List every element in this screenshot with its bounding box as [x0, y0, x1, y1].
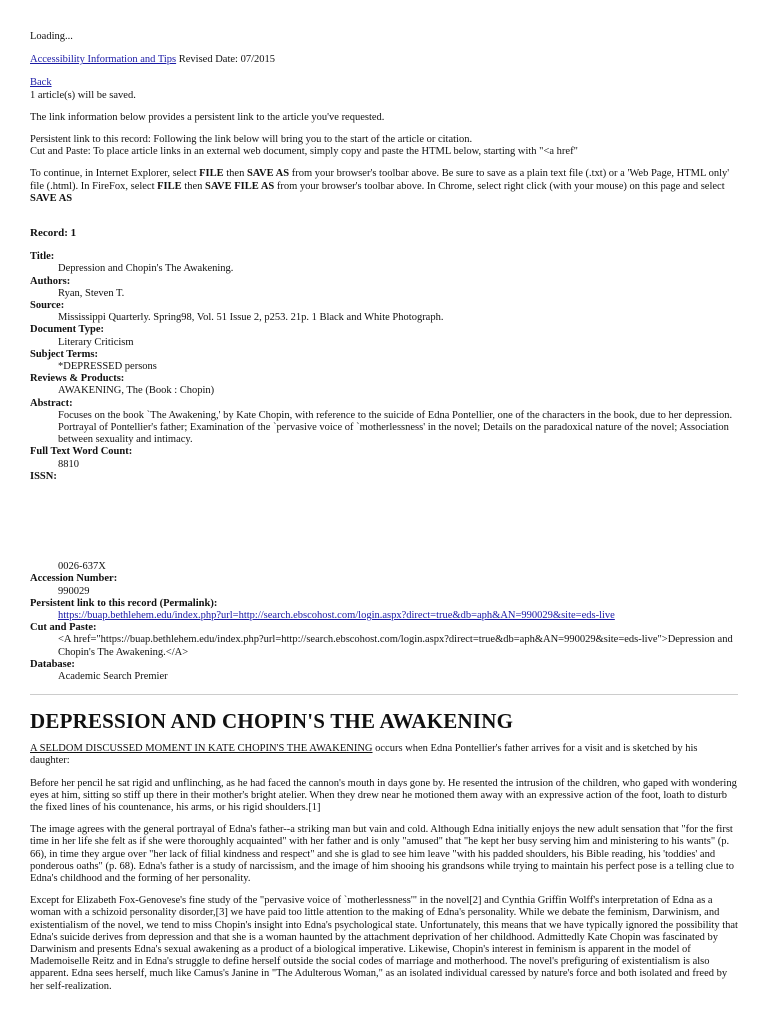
source-label: Source:	[30, 300, 65, 312]
article-paragraph-4: Except for Elizabeth Fox-Genovese's fine study of the "pervasive voice of `motherlessness'" in the novel[2] and Cynthia Griffin Wolff's interpretation of Edna as a woman with a schizoid personality disorder,[3] we have paid too little attention to the making of Edna's personality. While we debate the feminism, Darwinism, and existentialism of the novel, we tend to miss Chopin's insight into Edna's psychological state. Unfortunately, this means that we have typically ignored the possibility that Edna's suicide derives from depression and that she is a woman haunted by the attachment deprivation of her childhood. Admittedly Kate Chopin was fascinated by Darwinism and presents Edna's sexual awakening as a product of a biological imperative. Likewise, Chopin's interest in feminism is apparent in the model of Mademoiselle Reitz and in Edna's struggle to define herself outside the social codes of marriage and motherhood. The novel's prefiguring of existentialism is also apparent. Edna sees herself, much like Camus's Janine in "The Adulterous Woman," as an isolated individual caressed by nature's force and both isolated and freed by her self-realization.	[30, 895, 738, 992]
link-info: The link information below provides a persistent link to the article you've requested.	[30, 111, 385, 123]
instr-text: from your browser's toolbar above. In Chrome, select right click (with your mouse) on this page and select	[274, 180, 725, 192]
instr-save-as: SAVE AS	[30, 192, 73, 204]
save-instructions	[30, 168, 738, 205]
record-heading: Record: 1	[30, 227, 77, 240]
instr-file: FILE	[157, 180, 182, 192]
wordcount-value: 8810	[58, 458, 79, 470]
permalink-value-wrap	[30, 610, 738, 622]
instr-text: then	[181, 180, 205, 192]
abstract-value: Focuses on the book `The Awakening,' by Kate Chopin, with reference to the suicide of Edna Pontellier, one of the characters in the book, due to her depression. Portrayal of Pontellier's father; Examination of the `pervasive voice of `motherlessness' in the novel; Details on the paradoxical nature of the novel; Association between sexuality and intimacy.	[58, 409, 733, 446]
cut-paste-note: Cut and Paste: To place article links in an external web document, simply copy and paste the HTML below, starting with "<a href"	[30, 146, 578, 158]
accession-label: Accession Number:	[30, 573, 118, 585]
revised-date: Revised Date: 07/2015	[176, 54, 275, 66]
instr-file: FILE	[199, 168, 224, 180]
instr-save-as: SAVE AS	[246, 168, 290, 180]
p1-lead: A SELDOM DISCUSSED MOMENT IN KATE CHOPIN'S THE AWAKENING	[30, 743, 373, 755]
subject-label: Subject Terms:	[30, 348, 98, 360]
persistent-note: Persistent link to this record: Following the link below will bring you to the start of the article or citation.	[30, 134, 473, 146]
article-paragraph-3: The image agrees with the general portrayal of Edna's father--a striking man but vain and cold. Although Edna initially enjoys the new adult sensation that "for the first time in her life she felt as if she were thoroughly acquainted" with her father and is only "amused" that "he kept her busy serving him and ministering to his wants" (p. 66), in time they argue over "her lack of filial kindness and respect" and she is glad to see him leave "with his padded shoulders, his Bible reading, his 'toddies' and ponderous oaths" (p. 68). Edna's father is a study of narcissism, and the image of him shooing his grandsons while trying to maintain his perfect pose is a telling clue to Edna's childhood and the forming of her personality.	[30, 824, 735, 884]
abstract-label: Abstract:	[30, 397, 73, 409]
saved-count: 1 article(s) will be saved.	[30, 89, 136, 101]
title-value: Depression and Chopin's The Awakening.	[58, 263, 234, 275]
cutpaste-value: <A href="https://buap.bethlehem.edu/index.php?url=http://search.ebscohost.com/login.aspx?direct=true&db=aph&AN=990029&site=eds-live">Depression and Chopin's The Awakening.</A>	[58, 634, 733, 658]
source-value: Mississippi Quarterly. Spring98, Vol. 51 Issue 2, p253. 21p. 1 Black and White Photograph.	[58, 312, 444, 324]
issn-label: ISSN:	[30, 470, 57, 482]
record-fields	[30, 251, 738, 683]
doctype-value: Literary Criticism	[58, 336, 134, 348]
back-line	[30, 77, 738, 89]
subject-value: *DEPRESSED persons	[58, 361, 157, 373]
instr-text: from your browser's toolbar above. Be sure to save as a plain text file (.txt) or a 'Web Page, HTML only' file (.html). In FireFox, select	[30, 168, 730, 192]
database-label: Database:	[30, 658, 75, 670]
database-value: Academic Search Premier	[58, 670, 168, 682]
instr-save-file-as: SAVE FILE AS	[204, 180, 275, 192]
permalink-label: Persistent link to this record (Permalink):	[30, 597, 218, 609]
issn-spacer	[30, 483, 738, 561]
header-line	[30, 54, 738, 66]
wordcount-label: Full Text Word Count:	[30, 446, 133, 458]
article-title: DEPRESSION AND CHOPIN'S THE AWAKENING	[30, 709, 514, 734]
loading-status: Loading...	[30, 31, 73, 42]
accession-value: 990029	[58, 585, 90, 597]
cutpaste-label: Cut and Paste:	[30, 622, 97, 634]
article-paragraph-2: Before her pencil he sat rigid and unflinching, as he had faced the cannon's mouth in days gone by. He resented the intrusion of the children, who gaped with wondering eyes at him, sitting so stiff up there in their mother's bright atelier. When they drew near he motioned them away with an expressive action of the foot, loath to disturb the fixed lines of his countenance, his arms, or his rigid shoulders.[1]	[30, 777, 737, 813]
article-paragraph-1	[30, 743, 738, 767]
permalink-link[interactable]: https://buap.bethlehem.edu/index.php?url=http://search.ebscohost.com/login.aspx?direct=true&db=aph&AN=990029&site=eds-live	[58, 609, 615, 621]
title-label: Title:	[30, 251, 55, 263]
issn-value: 0026-637X	[58, 561, 106, 573]
authors-value: Ryan, Steven T.	[58, 287, 125, 299]
accessibility-link[interactable]: Accessibility Information and Tips	[30, 54, 177, 66]
doctype-label: Document Type:	[30, 324, 104, 336]
back-link[interactable]: Back	[30, 77, 52, 89]
reviews-value: AWAKENING, The (Book : Chopin)	[58, 385, 215, 397]
p1-rest: occurs when Edna Pontellier's father arrives for a visit and is sketched by his daughter:	[30, 743, 698, 767]
authors-label: Authors:	[30, 275, 71, 287]
reviews-label: Reviews & Products:	[30, 373, 125, 385]
instr-text: then	[223, 168, 247, 180]
instr-text: To continue, in Internet Explorer, select	[30, 168, 200, 180]
